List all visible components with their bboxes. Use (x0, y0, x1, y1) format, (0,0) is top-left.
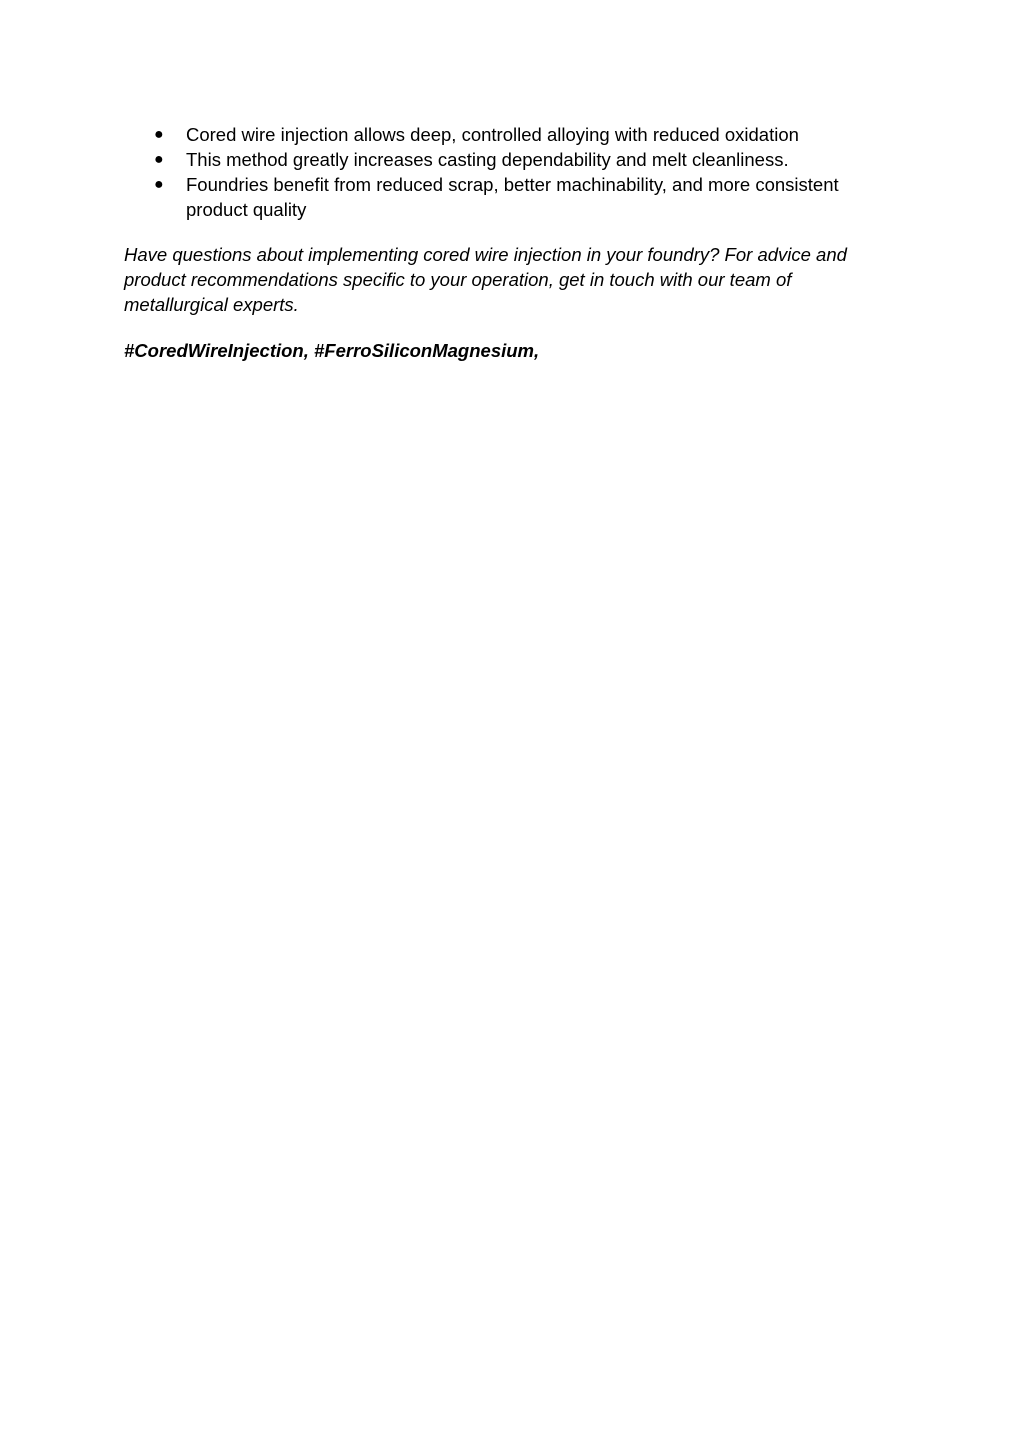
closing-paragraph: Have questions about implementing cored wire injection in your foundry? For advice and product recommendations specific to your operation, get in touch with our team of metallurgical experts. (124, 244, 847, 315)
bullet-icon: ● (154, 126, 164, 143)
bullet-text: Cored wire injection allows deep, controlled alloying with reduced oxidation (186, 124, 799, 145)
bullet-text: This method greatly increases casting dependability and melt cleanliness. (186, 149, 789, 170)
key-points-list (124, 122, 884, 222)
document-page (124, 122, 884, 363)
bullet-text: Foundries benefit from reduced scrap, better machinability, and more consistent product quality (186, 174, 839, 220)
bullet-icon: ● (154, 151, 164, 168)
list-item (124, 172, 884, 222)
list-item (124, 147, 884, 172)
hashtags-line: #CoredWireInjection, #FerroSiliconMagnesium, (124, 340, 540, 361)
list-item (124, 122, 884, 147)
bullet-icon: ● (154, 176, 164, 193)
